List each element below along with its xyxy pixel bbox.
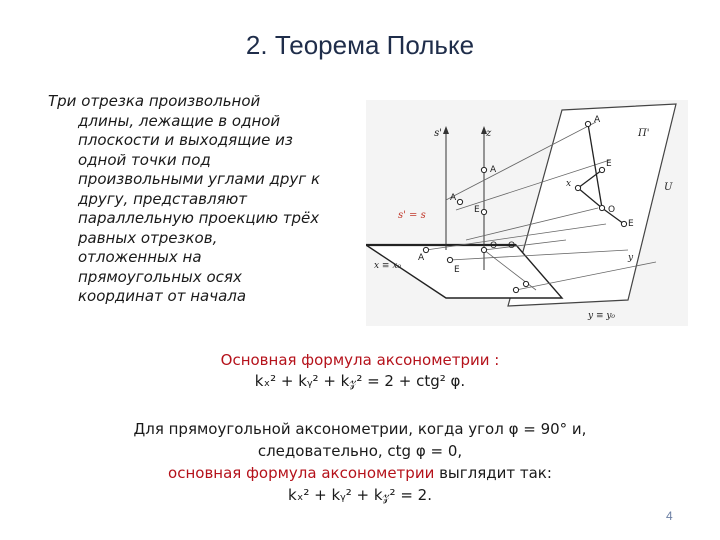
label-y: y ≡ y₀ (588, 311, 616, 321)
point-marker (447, 257, 452, 262)
theorem-line: координат от начала (78, 287, 247, 305)
label-e: E (474, 205, 480, 215)
rectangular-axonometry-paragraph (0, 418, 720, 506)
paragraph-formula: kₓ² + kᵧ² + k𝓏² = 2. (288, 486, 432, 504)
paragraph-line (0, 462, 720, 484)
point-marker (575, 185, 580, 190)
point-marker (481, 167, 486, 172)
point-marker (585, 121, 590, 126)
paragraph-text: выглядит так: (434, 464, 552, 482)
label-a: A (490, 165, 497, 175)
label-z: z (486, 128, 492, 139)
label-e: E (454, 265, 460, 275)
paragraph-line: Для прямоугольной аксонометрии, когда угол φ = 90° и, (133, 420, 587, 438)
label-s-prime: s' (434, 128, 442, 139)
theorem-line: прямоугольных осях (78, 267, 242, 286)
label-e: E (628, 219, 634, 229)
page-number: 4 (666, 509, 673, 523)
point-marker (523, 281, 528, 286)
paragraph-line: следовательно, ctg φ = 0, (257, 442, 463, 460)
theorem-line: одной точки под (78, 150, 211, 169)
theorem-line: произвольными углами друг к (78, 170, 321, 188)
formula-line: kₓ² + kᵧ² + k𝓏² = 2 + ctg² φ. (254, 372, 466, 390)
label-e: E (606, 159, 612, 169)
point-marker (481, 209, 486, 214)
point-marker (621, 221, 626, 226)
point-marker (481, 247, 486, 252)
point-marker (513, 287, 518, 292)
label-o: O (490, 241, 498, 251)
label-pi: Π' (638, 128, 650, 139)
theorem-line: отложенных на (78, 248, 202, 266)
slide-title: 2. Теорема Польке (245, 30, 475, 60)
label-u: U (664, 182, 673, 193)
theorem-line: Три отрезка произвольной (48, 92, 261, 110)
label-x: x (566, 179, 572, 189)
label-a: A (418, 253, 425, 263)
point-marker (599, 167, 604, 172)
point-marker (599, 205, 604, 210)
formula-heading: Основная формула аксонометрии : (220, 351, 500, 369)
label-x: x ≡ x₀ (374, 261, 402, 271)
label-a: A (594, 115, 601, 125)
theorem-line: длины, лежащие в одной (78, 111, 281, 130)
theorem-line: другу, представляют (78, 189, 247, 208)
formula-block (0, 350, 720, 392)
theorem-text (48, 92, 358, 307)
label-y: y (628, 253, 634, 263)
point-marker (457, 199, 462, 204)
pohlke-diagram (366, 100, 688, 326)
label-o: O (608, 205, 616, 215)
point-marker (423, 247, 428, 252)
theorem-line: параллельную проекцию трёх (78, 209, 320, 227)
label-s-eq: s' = s (398, 210, 426, 221)
theorem-line: равных отрезков, (78, 228, 218, 247)
paragraph-highlight: основная формула аксонометрии (168, 464, 435, 482)
theorem-line: плоскости и выходящие из (78, 131, 293, 149)
label-o: O (508, 241, 516, 251)
label-a: A (450, 193, 457, 203)
